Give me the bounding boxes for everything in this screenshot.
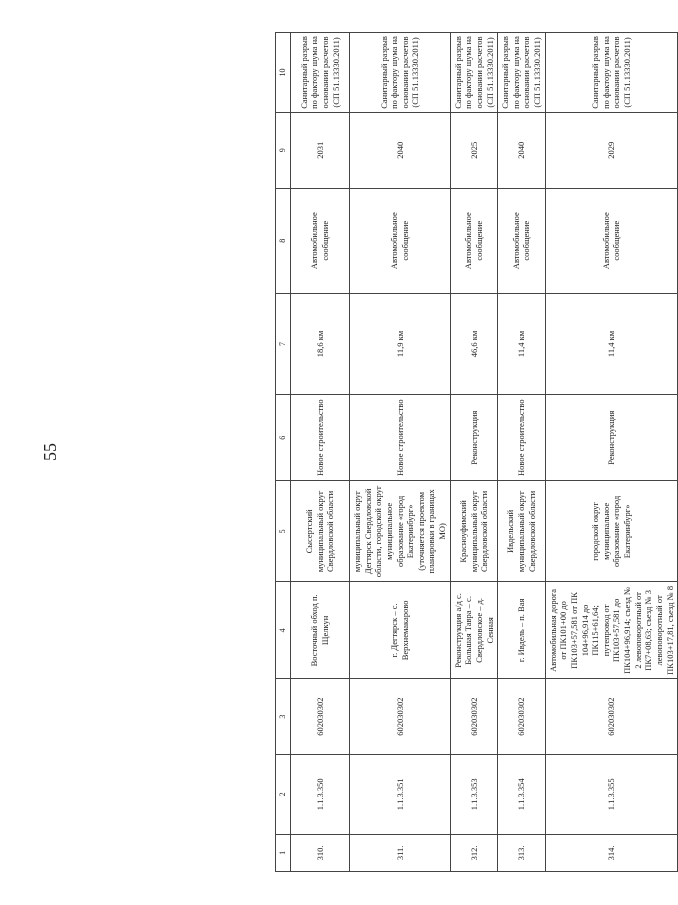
table-row [545, 33, 678, 872]
object-purpose: Автомобильное сообщение [450, 188, 498, 293]
protection-zone: Санитарный разрыв по фактору шума на основании расчетов (СП 51.13330.2011) [545, 33, 678, 113]
object-location: Сысертский муниципальный округ Свердловской области [291, 481, 350, 582]
column-header: 8 [276, 188, 291, 293]
row-number: 311. [350, 834, 451, 871]
rotated-table-wrapper [275, 32, 675, 872]
page-number: 55 [40, 443, 60, 461]
table-row [450, 33, 498, 872]
column-header: 6 [276, 395, 291, 481]
object-location: городской округ муниципальное образование «город Екатеринбург» [545, 481, 678, 582]
row-number: 314. [545, 834, 678, 871]
object-type-code: 602030302 [450, 679, 498, 755]
completion-year: 2031 [291, 112, 350, 188]
column-header: 3 [276, 679, 291, 755]
object-purpose: Автомобильное сообщение [545, 188, 678, 293]
object-name: Восточный обход п. Щелкун [291, 582, 350, 679]
object-code: 1.1.3.355 [545, 754, 678, 834]
column-header: 10 [276, 33, 291, 113]
column-header: 4 [276, 582, 291, 679]
object-location: Красноуфимский муниципальный округ Свердловской области [450, 481, 498, 582]
row-number: 310. [291, 834, 350, 871]
table-row [350, 33, 451, 872]
object-code: 1.1.3.353 [450, 754, 498, 834]
row-number: 312. [450, 834, 498, 871]
object-location: Ивдельский муниципальный округ Свердловской области [498, 481, 546, 582]
object-purpose: Автомобильное сообщение [498, 188, 546, 293]
table-row [498, 33, 546, 872]
completion-year: 2040 [350, 112, 451, 188]
object-type-code: 602030302 [291, 679, 350, 755]
protection-zone: Санитарный разрыв по фактору шума на основании расчетов (СП 51.13330.2011) [291, 33, 350, 113]
table-row [291, 33, 350, 872]
column-header: 2 [276, 754, 291, 834]
column-header: 1 [276, 834, 291, 871]
object-length: 11,4 км [498, 293, 546, 394]
object-location: муниципальный округ Дегтярск Свердловской области, городской округ муниципальное образование «город Екатеринбург» (уточняется проектом планировки в границах МО) [350, 481, 451, 582]
completion-year: 2040 [498, 112, 546, 188]
works-type: Новое строительство [498, 395, 546, 481]
object-purpose: Автомобильное сообщение [350, 188, 451, 293]
completion-year: 2025 [450, 112, 498, 188]
column-number-row [276, 33, 291, 872]
object-length: 46,6 км [450, 293, 498, 394]
works-type: Реконструкция [450, 395, 498, 481]
object-purpose: Автомобильное сообщение [291, 188, 350, 293]
object-length: 18,6 км [291, 293, 350, 394]
protection-zone: Санитарный разрыв по фактору шума на основании расчетов (СП 51.13330.2011) [450, 33, 498, 113]
column-header: 9 [276, 112, 291, 188]
object-name: г. Дегтярск – с. Верхнемакарово [350, 582, 451, 679]
objects-table [275, 32, 678, 872]
object-name: Реконструкция а/д с. Большая Тавра – с. Свердловское – д. Сенная [450, 582, 498, 679]
object-length: 11,9 км [350, 293, 451, 394]
column-header: 5 [276, 481, 291, 582]
object-type-code: 602030302 [498, 679, 546, 755]
works-type: Реконструкция [545, 395, 678, 481]
works-type: Новое строительство [350, 395, 451, 481]
protection-zone: Санитарный разрыв по фактору шума на основании расчетов (СП 51.13330.2011) [498, 33, 546, 113]
object-length: 11,4 км [545, 293, 678, 394]
object-code: 1.1.3.351 [350, 754, 451, 834]
object-type-code: 602030302 [545, 679, 678, 755]
protection-zone: Санитарный разрыв по фактору шума на основании расчетов (СП 51.13330.2011) [350, 33, 451, 113]
column-header: 7 [276, 293, 291, 394]
object-name: г. Ивдель – п. Вая [498, 582, 546, 679]
completion-year: 2029 [545, 112, 678, 188]
object-type-code: 602030302 [350, 679, 451, 755]
object-name: Автомобильная дорога от ПК101+00 до ПК103+57,581 от ПК 104+96,914 до ПК115+61,64; путепровод от ПК103+57,581 до ПК104+96,914; съезд № 2 левоповоротный от ПК7+08,63; съезд № 3 левоповоротный от ПК103+17,81, съезд № 8 [545, 582, 678, 679]
row-number: 313. [498, 834, 546, 871]
object-code: 1.1.3.350 [291, 754, 350, 834]
object-code: 1.1.3.354 [498, 754, 546, 834]
works-type: Новое строительство [291, 395, 350, 481]
